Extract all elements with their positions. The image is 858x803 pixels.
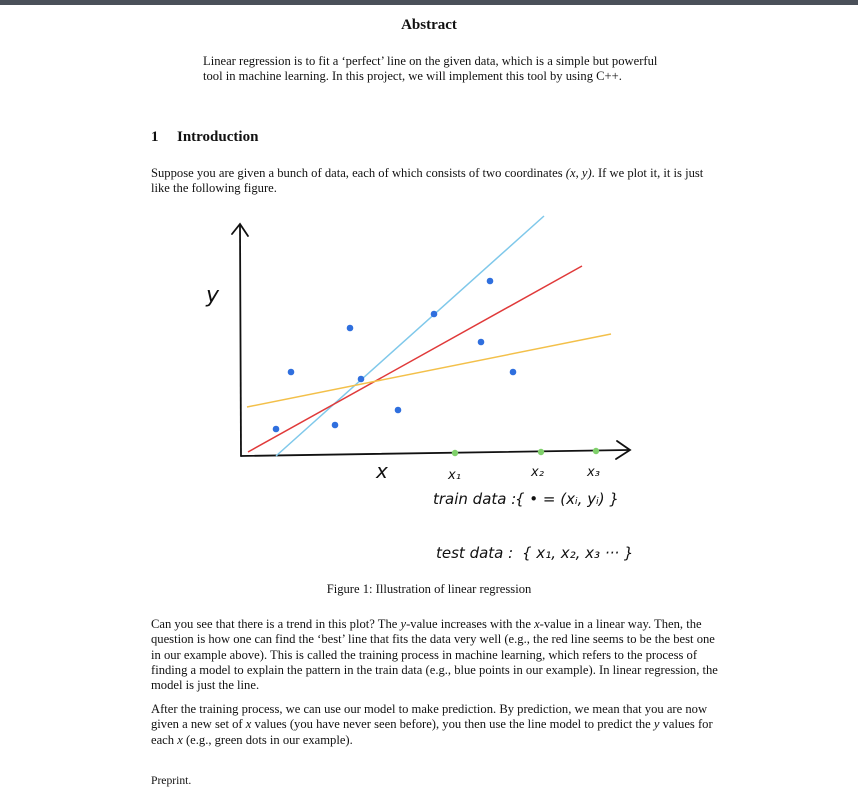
regression-figure: [190, 212, 660, 577]
yellow-fit-line: [247, 334, 611, 407]
train-points: [273, 278, 517, 433]
train-point: [347, 325, 354, 332]
train-point: [478, 339, 485, 346]
y-axis: [240, 226, 241, 456]
x-axis-label: x: [376, 459, 388, 483]
math-x: x: [177, 732, 183, 747]
abstract-title: Abstract: [401, 17, 457, 33]
math-xy: (x, y): [565, 166, 592, 180]
paper-page: [0, 5, 858, 803]
train-point: [358, 376, 365, 383]
test-point: [593, 448, 599, 454]
train-data-set: { • = (xᵢ, yᵢ) }: [515, 490, 619, 508]
train-point: [431, 311, 438, 318]
math-y: y: [653, 717, 660, 732]
train-point: [273, 426, 280, 433]
test-tick-label: x₃: [587, 465, 600, 480]
train-point: [288, 369, 295, 376]
red-fit-line: [248, 266, 582, 452]
paragraph-prediction: After the training process, we can use our model to make prediction. By prediction, we mean that you are now given a new set of x values (you have never seen before), you then use the line model to predict the y values for each x (e.g., green dots in our example).: [151, 702, 713, 747]
x-axis: [241, 450, 628, 456]
train-data-label: train data :: [433, 490, 517, 508]
section-heading: [151, 129, 258, 146]
paragraph-trend: Can you see that there is a trend in this plot? The y-value increases with the x-value in a linear way. Then, the question is how one can find the ‘best’ line that fits the data very well (e.g., the red line seems to be the best one in our example above). This is called the training process in machine learning, which refers to the process of finding a model to explain the pattern in the train data (e.g., blue points in our example). In linear regression, the model is just the line.: [151, 617, 718, 693]
train-point: [332, 422, 339, 429]
train-point: [510, 369, 517, 376]
math-x: x: [534, 617, 540, 631]
test-point: [452, 450, 458, 456]
train-point: [395, 407, 402, 414]
paragraph-intro: Suppose you are given a bunch of data, each of which consists of two coordinates (x, y). If we plot it, it is just like the following figure.: [151, 166, 704, 196]
train-point: [487, 278, 494, 285]
math-y: y: [400, 617, 407, 631]
test-tick-label: x₁: [448, 468, 461, 483]
footer-preprint: Preprint.: [151, 774, 192, 787]
abstract-text: Linear regression is to fit a ‘perfect’ line on the given data, which is a simple but powerful tool in machine learning. In this project, we will implement this tool by using C++.: [203, 54, 658, 84]
figure-caption: Figure 1: Illustration of linear regression: [326, 582, 532, 596]
test-data-label: test data :: [436, 544, 514, 562]
test-point: [538, 449, 544, 455]
section-number: 1: [151, 129, 159, 145]
test-data-set: { x₁, x₂, x₃ ··· }: [522, 544, 634, 562]
section-title: Introduction: [177, 129, 259, 145]
test-tick-label: x₂: [531, 465, 544, 480]
math-x: x: [245, 717, 252, 732]
y-axis-label: y: [206, 283, 220, 308]
blue-fit-line: [276, 216, 544, 456]
